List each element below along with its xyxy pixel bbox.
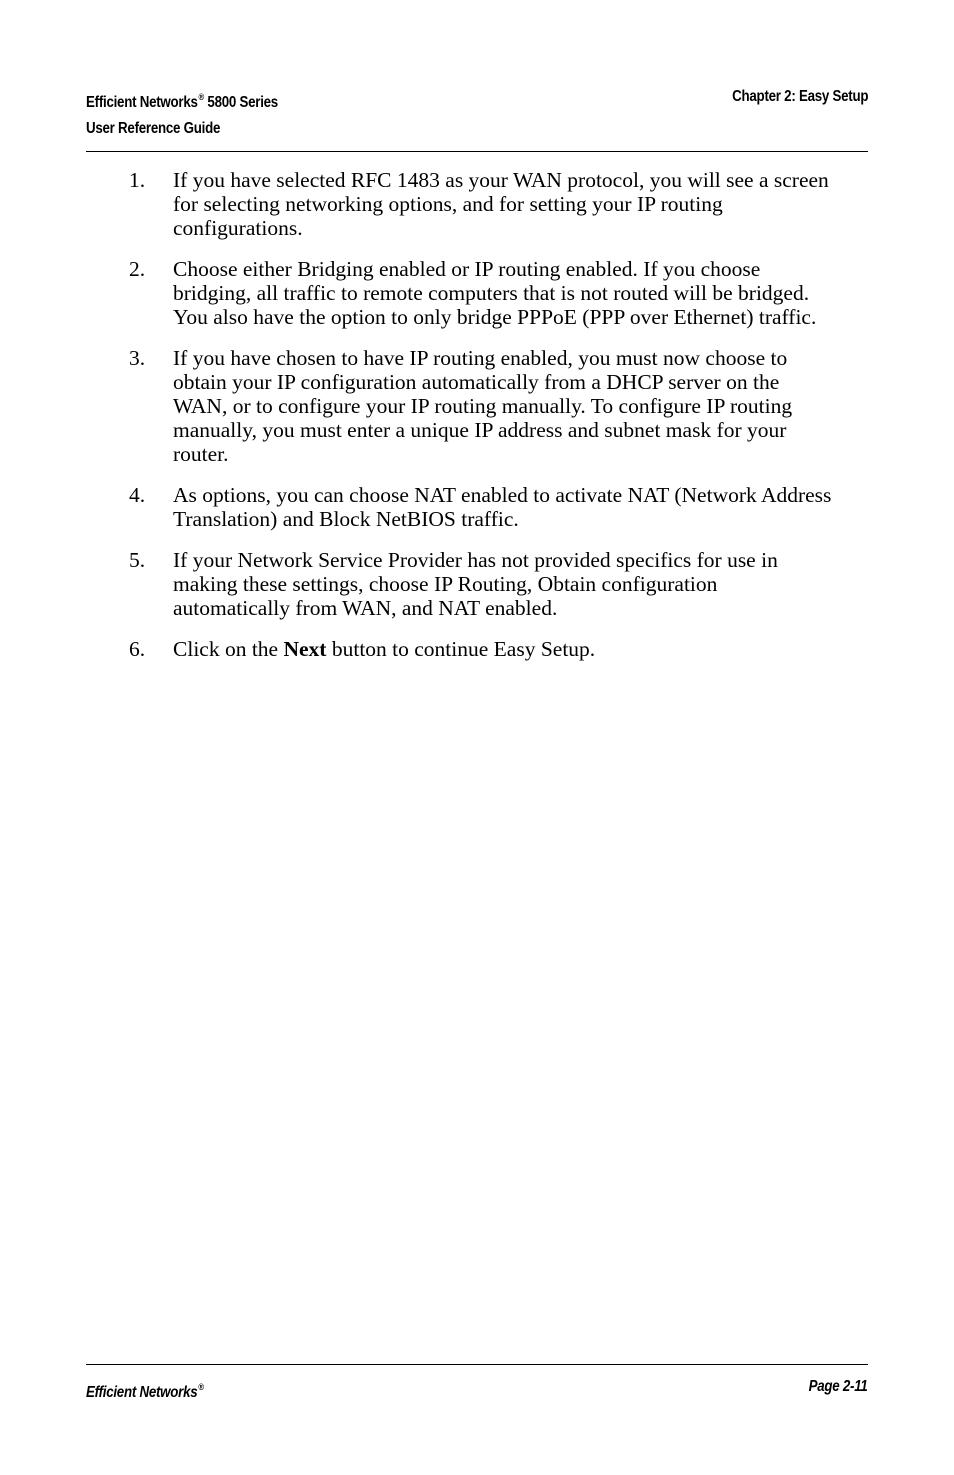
step-text-before: Click on the [173, 637, 284, 661]
steps-list [86, 168, 846, 678]
footer-brand-block [86, 1374, 204, 1406]
header-guide-title: User Reference Guide [86, 120, 221, 137]
step-text: If you have selected RFC 1483 as your WAN protocol, you will see a screen for selecting networking options, and for setting your IP routing configurations. [173, 168, 829, 240]
header-rule [86, 151, 868, 152]
step-number: 1. [129, 168, 146, 192]
next-button-reference: Next [283, 637, 327, 661]
step-item [86, 483, 846, 531]
step-item [86, 257, 846, 329]
step-item [86, 548, 846, 620]
footer-registered-mark: ® [198, 1382, 204, 1392]
step-item [86, 637, 846, 661]
step-item [86, 168, 846, 240]
header-series: 5800 Series [203, 94, 278, 111]
header-chapter: Chapter 2: Easy Setup [731, 88, 868, 105]
step-text [173, 637, 833, 661]
header-registered-mark: ® [198, 92, 204, 102]
step-number: 6. [129, 637, 146, 661]
step-text: As options, you can choose NAT enabled to activate NAT (Network Address Translation) and Block NetBIOS traffic. [173, 483, 832, 531]
step-number: 5. [129, 548, 146, 572]
step-number: 4. [129, 483, 146, 507]
footer-brand: Efficient Networks [86, 1384, 198, 1401]
running-header-left [86, 84, 278, 142]
page-number: Page 2-11 [809, 1378, 868, 1395]
header-brand: Efficient Networks [86, 94, 198, 111]
footer-rule [86, 1364, 868, 1365]
header-product-line [86, 84, 278, 116]
step-text: If your Network Service Provider has not provided specifics for use in making these settings, choose IP Routing, Obtain configuration automatically from WAN, and NAT enabled. [173, 548, 778, 620]
step-text: If you have chosen to have IP routing enabled, you must now choose to obtain your IP configuration automatically from a DHCP server on the WAN, or to configure your IP routing manually. To configure IP routing manually, you must enter a unique IP address and subnet mask for your router. [173, 346, 793, 466]
step-text: Choose either Bridging enabled or IP routing enabled. If you choose bridging, all traffic to remote computers that is not routed will be bridged. You also have the option to only bridge PPPoE (PPP over Ethernet) traffic. [173, 257, 817, 329]
step-number: 3. [129, 346, 146, 370]
step-item [86, 346, 846, 466]
step-text-after: button to continue Easy Setup. [326, 637, 596, 661]
step-number: 2. [129, 257, 146, 281]
